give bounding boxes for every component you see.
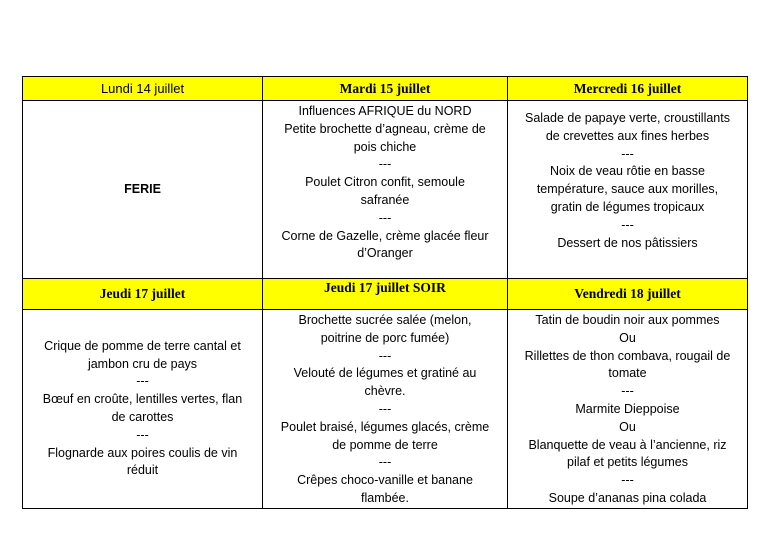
menu-line: pilaf et petits légumes: [567, 455, 688, 470]
header-friday: Vendredi 18 juillet: [508, 279, 748, 310]
menu-cell-friday: [508, 310, 748, 509]
header-monday: Lundi 14 juillet: [23, 77, 263, 101]
menu-row-week2: [23, 310, 748, 509]
header-row-week2: [23, 279, 748, 310]
menu-line: Corne de Gazelle, crème glacée fleur: [281, 228, 489, 243]
menu-line: Blanquette de veau à l’ancienne, riz: [528, 437, 727, 452]
menu-cell-thursday: [23, 310, 263, 509]
menu-row-week1: [23, 101, 748, 279]
menu-line: de pomme de terre: [332, 437, 438, 452]
menu-line: ---: [621, 473, 634, 488]
menu-line: température, sauce aux morilles,: [536, 182, 719, 197]
menu-line: Poulet Citron confit, semoule: [305, 175, 465, 190]
menu-line: Influences AFRIQUE du NORD: [298, 104, 472, 118]
menu-line: Velouté de légumes et gratiné au: [293, 366, 477, 381]
menu-line: flambée.: [361, 490, 409, 505]
menu-line: de carottes: [111, 410, 174, 424]
menu-line: gratin de légumes tropicaux: [550, 199, 705, 214]
header-tuesday: Mardi 15 juillet: [263, 77, 508, 101]
menu-line: ---: [378, 455, 392, 470]
menu-line: ---: [378, 210, 392, 225]
header-row-week1: [23, 77, 748, 101]
menu-line: chèvre.: [364, 384, 406, 399]
header-thursday-evening: Jeudi 17 juillet SOIR: [263, 279, 508, 310]
menu-line: tomate: [608, 366, 647, 381]
menu-line: Rillettes de thon combava, rougail de: [524, 348, 731, 363]
menu-line: safranée: [360, 192, 410, 207]
header-wednesday: Mercredi 16 juillet: [508, 77, 748, 101]
menu-line: de crevettes aux fines herbes: [545, 128, 710, 143]
menu-line: réduit: [126, 463, 159, 478]
menu-cell-tuesday: [263, 101, 508, 279]
menu-cell-monday: [23, 101, 263, 279]
menu-line: Ou: [619, 419, 636, 434]
menu-line: ---: [621, 384, 634, 399]
menu-line: pois chiche: [353, 139, 417, 154]
menu-line: d’Oranger: [357, 246, 413, 261]
menu-line: Tatin de boudin noir aux pommes: [535, 313, 720, 327]
menu-line: ---: [136, 374, 149, 389]
menu-line: FERIE: [124, 181, 161, 196]
menu-line: Salade de papaye verte, croustillants: [525, 111, 730, 125]
menu-line: Poulet braisé, légumes glacés, crème: [280, 419, 490, 434]
menu-line: Petite brochette d’agneau, crème de: [284, 121, 486, 136]
menu-line: Crique de pomme de terre cantal et: [44, 338, 241, 353]
menu-table: [22, 76, 748, 509]
menu-line: Dessert de nos pâtissiers: [557, 235, 698, 250]
menu-line: ---: [621, 217, 634, 232]
menu-line: ---: [136, 427, 149, 442]
menu-line: Ou: [619, 330, 636, 345]
menu-line: jambon cru de pays: [87, 356, 198, 371]
menu-line: poitrine de porc fumée): [320, 330, 450, 345]
menu-line: ---: [378, 157, 392, 172]
menu-line: Noix de veau rôtie en basse: [550, 164, 705, 179]
menu-line: ---: [621, 146, 634, 161]
menu-line: Soupe d’ananas pina colada: [548, 490, 707, 505]
menu-line: ---: [378, 348, 392, 363]
menu-line: Bœuf en croûte, lentilles vertes, flan: [42, 392, 243, 407]
menu-line: Marmite Dieppoise: [575, 401, 680, 416]
menu-line: Crêpes choco-vanille et banane: [297, 473, 473, 488]
menu-line: Flognarde aux poires coulis de vin: [47, 445, 238, 460]
header-thursday: Jeudi 17 juillet: [23, 279, 263, 310]
menu-cell-thursday-evening: [263, 310, 508, 509]
menu-line: ---: [378, 401, 392, 416]
menu-cell-wednesday: [508, 101, 748, 279]
menu-line: Brochette sucrée salée (melon,: [298, 313, 472, 327]
